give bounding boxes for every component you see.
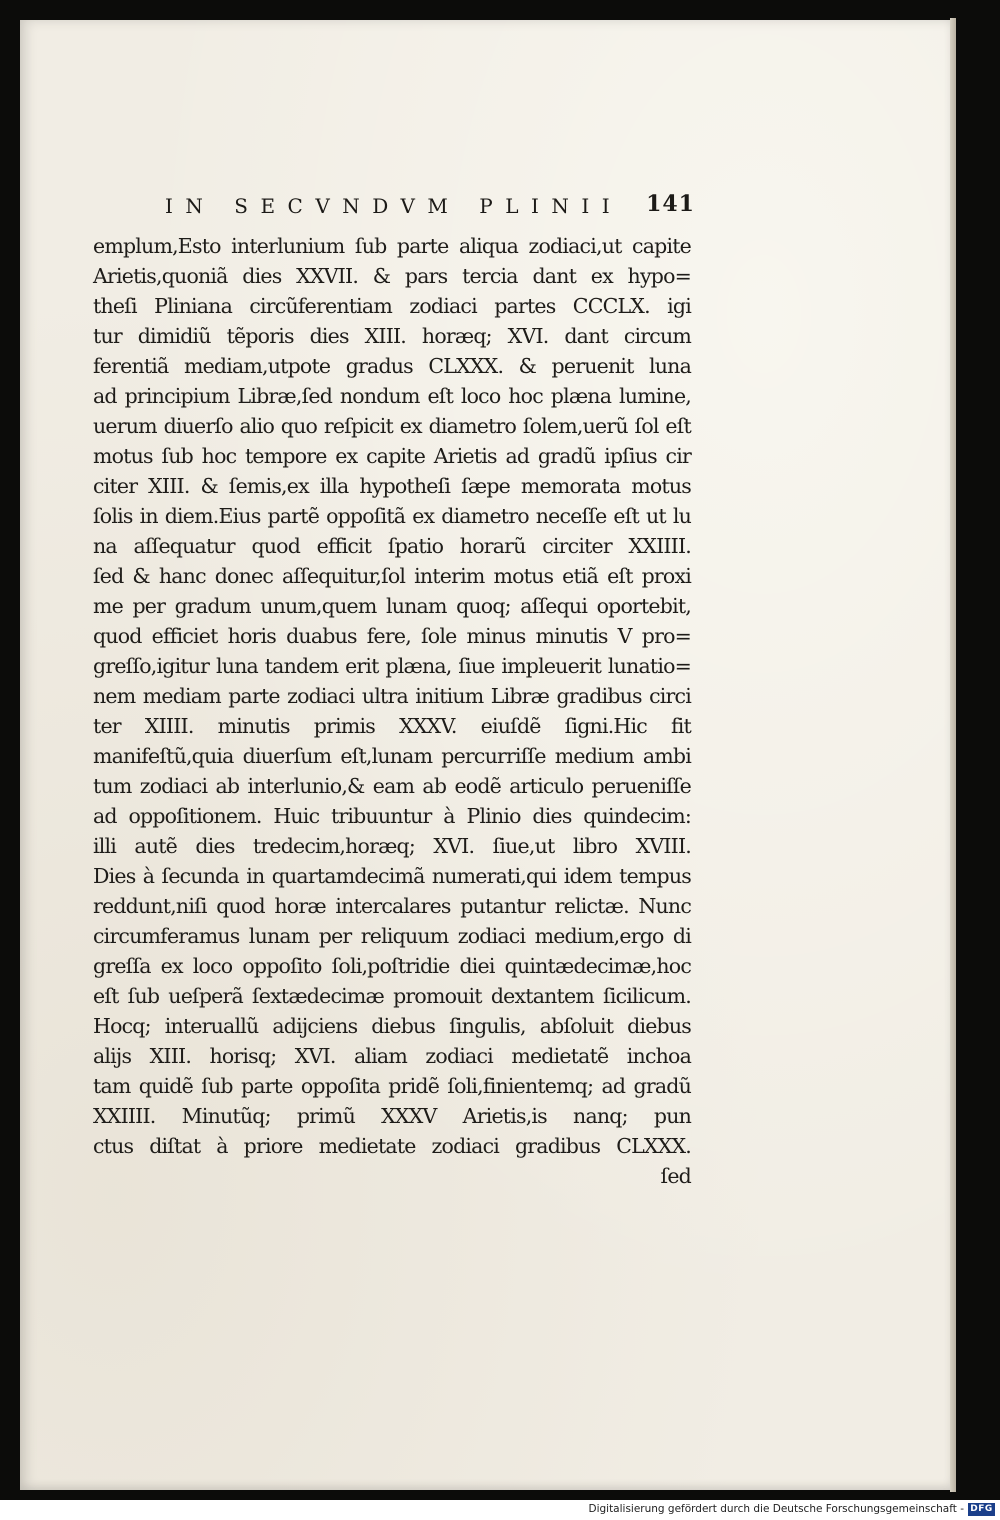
text-line: illi autẽ dies tredecim,horæq; XVI. ſiue,ut libro XVIII. (93, 834, 691, 858)
text-line: greſſa ex loco oppoſito ſoli,poſtridie diei quintædecimæ,hoc (93, 954, 691, 978)
text-line: nem mediam parte zodiaci ultra initium Libræ gradibus circi (93, 684, 691, 708)
text-line: ferentiã mediam,utpote gradus CLXXX. & peruenit luna (93, 354, 691, 378)
text-line: ter XIIII. minutis primis XXXV. eiuſdẽ ſigni.Hic fit (93, 714, 691, 738)
page-edge (950, 18, 956, 1492)
funding-credit: Digitalisierung gefördert durch die Deutsche Forschungsgemeinschaft - (588, 1503, 964, 1515)
text-line: quod efficiet horis duabus fere, ſole minus minutis V pro= (93, 624, 691, 648)
dfg-logo-icon: DFG (968, 1503, 995, 1516)
text-line: XXIIII. Minutũq; primũ XXXV Arietis,is nanq; pun (93, 1104, 691, 1128)
text-line: motus ſub hoc tempore ex capite Arietis ad gradũ ipſius cir (93, 444, 691, 468)
running-head: IN SECVNDVM PLINII (165, 194, 623, 218)
text-line: Dies à ſecunda in quartamdecimã numerati,qui idem tempus (93, 864, 691, 888)
text-line: uerum diuerſo alio quo reſpicit ex diametro ſolem,uerũ ſol eſt (93, 414, 691, 438)
text-line: ad principium Libræ,ſed nondum eſt loco hoc plæna lumine, (93, 384, 691, 408)
book-page (20, 20, 950, 1490)
text-line: eſt ſub ueſperã ſextædecimæ promouit dextantem ſicilicum. (93, 984, 691, 1008)
text-line: reddunt,niſi quod horæ intercalares putantur relictæ. Nunc (93, 894, 691, 918)
text-line: manifeſtũ,quia diuerſum eſt,lunam percurriſſe medium ambi (93, 744, 691, 768)
text-line: ſed & hanc donec aſſequitur,ſol interim motus etiã eſt proxi (93, 564, 691, 588)
catchword: ſed (660, 1164, 691, 1188)
text-line: theſi Pliniana circũferentiam zodiaci partes CCCLX. igi (93, 294, 691, 318)
body-text (93, 231, 691, 1191)
text-line: Hocq; interuallũ adijciens diebus ſingulis, abſoluit diebus (93, 1014, 691, 1038)
text-line: ad oppoſitionem. Huic tribuuntur à Plinio dies quindecim: (93, 804, 691, 828)
text-line: tum zodiaci ab interlunio,& eam ab eodẽ articulo perueniſſe (93, 774, 691, 798)
text-line: ctus diſtat à priore medietate zodiaci gradibus CLXXX. (93, 1134, 691, 1158)
page-number: 141 (646, 191, 695, 217)
text-line: emplum,Esto interlunium ſub parte aliqua zodiaci,ut capite (93, 234, 691, 258)
text-line: greſſo,igitur luna tandem erit plæna, ſiue impleuerit lunatio= (93, 654, 691, 678)
text-line: me per gradum unum,quem lunam quoq; aſſequi oportebit, (93, 594, 691, 618)
page-header (165, 191, 695, 224)
text-line: citer XIII. & ſemis,ex illa hypotheſi ſæpe memorata motus (93, 474, 691, 498)
text-line: na aſſequatur quod efficit ſpatio horarũ circiter XXIIII. (93, 534, 691, 558)
text-line: alijs XIII. horisq; XVI. aliam zodiaci medietatẽ inchoa (93, 1044, 691, 1068)
text-line: Arietis,quoniã dies XXVII. & pars tercia dant ex hypo= (93, 264, 691, 288)
text-line: tam quidẽ ſub parte oppoſita pridẽ ſoli,finientemq; ad gradũ (93, 1074, 691, 1098)
text-line: ſolis in diem.Eius partẽ oppoſitã ex diametro neceſſe eſt ut lu (93, 504, 691, 528)
footer-bar (0, 1500, 1000, 1520)
text-line: tur dimidiũ tẽporis dies XIII. horæq; XVI. dant circum (93, 324, 691, 348)
text-line: circumferamus lunam per reliquum zodiaci medium,ergo di (93, 924, 691, 948)
